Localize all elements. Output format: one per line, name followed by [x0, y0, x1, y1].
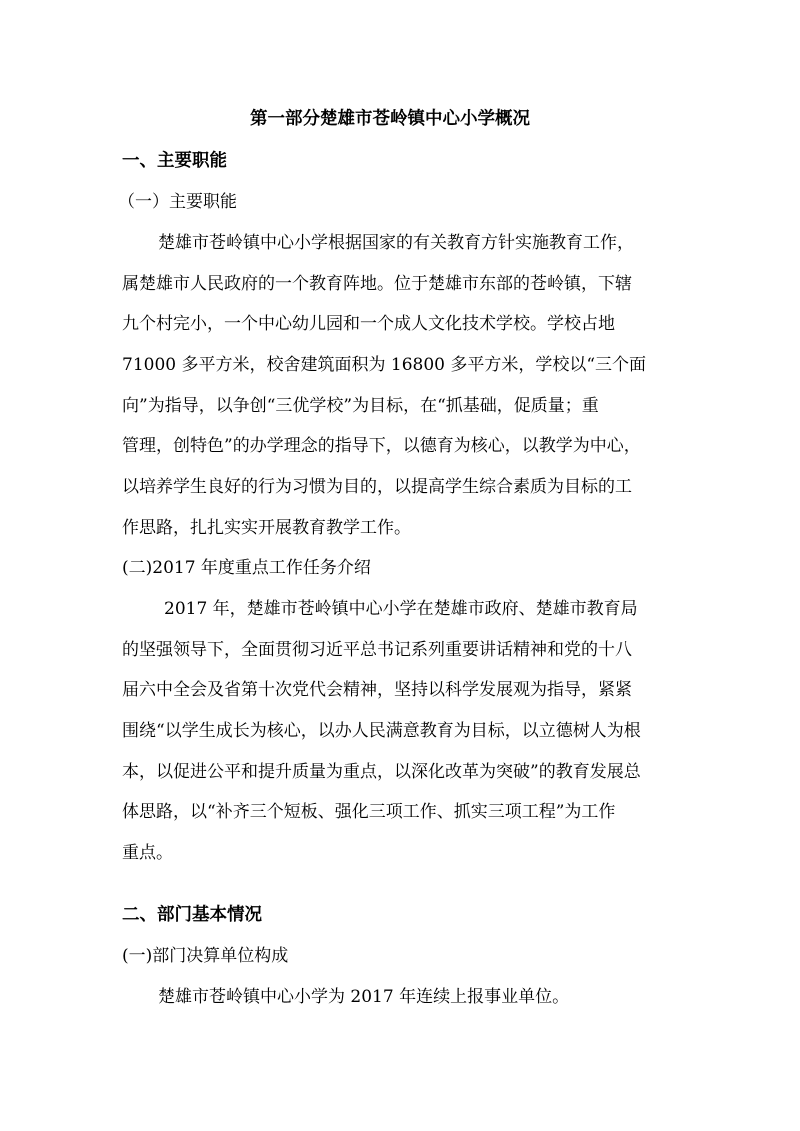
paragraph-line: 九个村完小，一个中心幼儿园和一个成人文化技术学校。学校占地: [122, 314, 615, 334]
paragraph-line: 重点。: [122, 843, 173, 863]
section-heading-main-functions: 一、主要职能: [122, 151, 227, 171]
document-title: 第一部分楚雄市苍岭镇中心小学概况: [250, 109, 530, 129]
paragraph-line: 体思路，以“补齐三个短板、强化三项工作、抓实三项工程”为工作: [122, 802, 616, 822]
paragraph-line: 作思路，扎扎实实开展教育教学工作。: [122, 518, 411, 538]
paragraph-line: 本，以促进公平和提升质量为重点，以深化改革为突破”的教育发展总: [122, 762, 641, 782]
paragraph-line: 围绕“以学生成长为核心，以办人民满意教育为目标，以立德树人为根: [122, 721, 641, 741]
subsection-heading-unit-composition: (一)部门决算单位构成: [122, 946, 289, 966]
subsection-heading-key-tasks: (二)2017 年度重点工作任务介绍: [122, 558, 371, 578]
paragraph-line: 属楚雄市人民政府的一个教育阵地。位于楚雄市东部的苍岭镇，下辖: [122, 274, 632, 294]
paragraph-line: 楚雄市苍岭镇中心小学根据国家的有关教育方针实施教育工作，: [158, 233, 634, 253]
paragraph-line: 2017 年，楚雄市苍岭镇中心小学在楚雄市政府、楚雄市教育局: [164, 599, 638, 619]
paragraph-line: 71000 多平方米，校舍建筑面积为 16800 多平方米，学校以“三个面: [122, 355, 647, 375]
paragraph-line: 届六中全会及省第十次党代会精神，坚持以科学发展观为指导，紧紧: [122, 680, 632, 700]
paragraph-unit-composition: 楚雄市苍岭镇中心小学为 2017 年连续上报事业单位。: [158, 987, 570, 1007]
section-heading-department-info: 二、部门基本情况: [122, 905, 262, 925]
paragraph-line: 的坚强领导下，全面贯彻习近平总书记系列重要讲话精神和党的十八: [122, 640, 632, 660]
paragraph-line: 以培养学生良好的行为习惯为目的，以提高学生综合素质为目标的工: [122, 477, 632, 497]
subsection-heading-main-functions: （一）主要职能: [118, 192, 237, 212]
paragraph-line: 向”为指导，以争创“三优学校”为目标，在“抓基础，促质量；重: [122, 396, 599, 416]
paragraph-line: 管理，创特色”的办学理念的指导下，以德育为核心，以教学为中心，: [122, 436, 641, 456]
